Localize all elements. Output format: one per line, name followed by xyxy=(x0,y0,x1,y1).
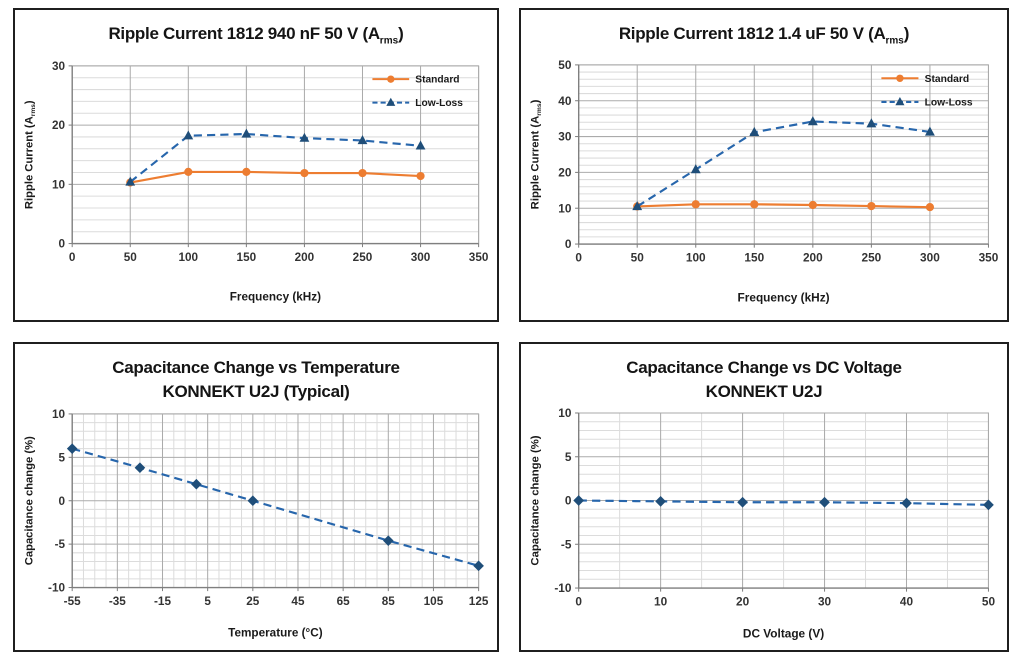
x-tick-label: 300 xyxy=(410,251,431,265)
capacitance-vs-dc-voltage-chart xyxy=(521,403,1007,650)
series-line xyxy=(130,172,420,183)
x-tick-label: 0 xyxy=(575,595,582,610)
circle-marker xyxy=(242,168,250,176)
y-tick-label: 30 xyxy=(558,130,572,145)
plot-frame xyxy=(72,66,478,244)
tick-labels xyxy=(52,60,489,264)
capacitance-vs-temperature-chart xyxy=(15,403,497,650)
ripple-current-1.4uf-chart xyxy=(521,47,1007,320)
x-axis-label: DC Voltage (V) xyxy=(742,626,825,641)
x-tick-label: 85 xyxy=(381,595,395,609)
x-tick-label: 50 xyxy=(981,595,996,610)
chart-subtitle-cap-vs-temp: KONNEKT U2J (Typical) xyxy=(162,382,350,402)
y-tick-label: -5 xyxy=(560,537,572,552)
standard-series xyxy=(633,201,934,212)
legend xyxy=(372,75,463,109)
x-tick-label: 50 xyxy=(630,250,644,265)
y-tick-label: 20 xyxy=(558,165,572,180)
chart-title-ripple-940nf xyxy=(108,23,403,47)
x-tick-label: 50 xyxy=(123,251,137,265)
legend-label: Standard xyxy=(924,74,970,86)
circle-marker xyxy=(867,202,875,210)
circle-marker xyxy=(750,201,758,209)
y-axis-label: Capacitance change (%) xyxy=(529,435,542,567)
diamond-marker xyxy=(191,479,202,490)
y-tick-label: -10 xyxy=(48,582,66,596)
diamond-marker xyxy=(67,444,78,455)
diamond-marker xyxy=(819,497,830,508)
x-tick-label: 100 xyxy=(685,250,706,265)
circle-marker xyxy=(416,172,424,180)
x-tick-label: 20 xyxy=(735,595,750,610)
x-tick-label: -35 xyxy=(108,595,126,609)
chart-title-cap-vs-temp xyxy=(112,357,399,381)
y-tick-label: 10 xyxy=(51,408,66,422)
tick-labels xyxy=(558,58,998,265)
diamond-marker xyxy=(135,463,146,474)
capacitance-vs-dc-voltage-panel xyxy=(519,342,1009,652)
ripple-current-1.4uf-panel xyxy=(519,8,1009,322)
x-tick-label: 0 xyxy=(68,251,76,265)
y-tick-label: 40 xyxy=(558,94,572,109)
x-tick-label: 5 xyxy=(204,595,211,609)
series-line xyxy=(637,205,930,208)
gridlines xyxy=(72,66,478,244)
legend-label: Low-Loss xyxy=(924,97,973,109)
x-tick-label: 0 xyxy=(575,250,582,265)
chart-subtitle-cap-vs-voltage: KONNEKT U2J xyxy=(705,382,823,402)
tick-labels xyxy=(554,407,995,609)
x-axis-label: Frequency (kHz) xyxy=(229,291,322,305)
y-tick-label: 0 xyxy=(564,494,572,509)
x-tick-label: 350 xyxy=(468,251,489,265)
y-axis-label: Ripple Current $(A_{rms})$ xyxy=(529,100,544,210)
x-tick-label: 30 xyxy=(817,595,832,610)
diamond-marker xyxy=(248,496,259,507)
title-text-end: ) xyxy=(903,24,910,43)
triangle-marker xyxy=(866,119,876,128)
diamond-marker xyxy=(983,500,994,511)
x-tick-label: -55 xyxy=(63,595,81,609)
y-tick-label: 10 xyxy=(558,201,572,216)
circle-marker xyxy=(926,203,934,211)
diamond-marker xyxy=(655,497,666,508)
y-tick-label: 0 xyxy=(564,237,572,252)
x-tick-label: 150 xyxy=(236,251,257,265)
x-tick-label: 45 xyxy=(291,595,305,609)
y-axis-label: Ripple Current $(A_{rms})$ xyxy=(23,100,37,210)
capacitance-vs-temperature-panel xyxy=(13,342,499,652)
x-tick-label: 105 xyxy=(423,595,444,609)
tick-labels xyxy=(48,408,489,608)
x-tick-label: 250 xyxy=(352,251,373,265)
diamond-marker xyxy=(473,561,484,572)
title-text: Capacitance Change vs DC Voltage xyxy=(626,358,902,377)
circle-marker xyxy=(809,201,817,209)
x-axis-label: Frequency (kHz) xyxy=(737,291,830,306)
legend-label: Low-Loss xyxy=(415,98,463,110)
triangle-marker xyxy=(183,131,193,140)
triangle-marker xyxy=(749,127,759,136)
diamond-marker xyxy=(737,497,748,508)
gridlines xyxy=(579,65,989,244)
title-subscript: rms xyxy=(885,35,904,47)
x-tick-label: 200 xyxy=(802,250,823,265)
low-loss-series xyxy=(632,117,935,211)
x-tick-label: 40 xyxy=(899,595,914,610)
y-axis-label: Capacitance change (%) xyxy=(23,436,36,566)
gridlines xyxy=(72,414,478,588)
x-tick-label: -15 xyxy=(154,595,171,609)
x-axis-label: Temperature (°C) xyxy=(228,627,323,641)
ripple-current-940nf-chart xyxy=(15,47,497,320)
title-subscript: rms xyxy=(379,35,399,47)
y-tick-label: 5 xyxy=(564,450,572,465)
triangle-marker xyxy=(416,141,426,150)
x-tick-label: 100 xyxy=(178,251,199,265)
circle-marker xyxy=(692,201,700,209)
chart-title-ripple-1.4uf xyxy=(619,23,909,47)
x-tick-label: 200 xyxy=(294,251,315,265)
plot-frame xyxy=(579,65,989,244)
title-text: Ripple Current 1812 940 nF 50 V (A xyxy=(108,24,380,43)
x-tick-label: 150 xyxy=(744,250,765,265)
chart-title-cap-vs-voltage xyxy=(626,357,901,381)
circle-marker xyxy=(358,169,366,177)
circle-marker xyxy=(300,169,308,177)
y-tick-label: -5 xyxy=(54,538,66,552)
x-tick-label: 65 xyxy=(336,595,350,609)
title-text-end: ) xyxy=(398,24,404,43)
title-text: Capacitance Change vs Temperature xyxy=(112,358,400,377)
legend-label: Standard xyxy=(415,75,460,87)
x-tick-label: 125 xyxy=(468,595,489,609)
y-tick-label: -10 xyxy=(554,581,572,596)
y-tick-label: 5 xyxy=(58,451,66,465)
circle-marker xyxy=(387,76,394,83)
circle-marker xyxy=(896,75,903,82)
standard-series xyxy=(126,168,424,187)
x-tick-label: 25 xyxy=(246,595,260,609)
circle-marker xyxy=(184,168,192,176)
legend xyxy=(881,74,973,109)
diamond-marker xyxy=(901,498,912,509)
title-text: Ripple Current 1812 1.4 uF 50 V (A xyxy=(618,24,886,43)
x-tick-label: 250 xyxy=(861,250,882,265)
y-tick-label: 20 xyxy=(51,119,66,133)
x-tick-label: 10 xyxy=(654,595,668,610)
y-tick-label: 10 xyxy=(51,178,66,192)
x-tick-label: 350 xyxy=(978,250,999,265)
y-tick-label: 10 xyxy=(558,406,572,421)
ripple-current-940nf-panel xyxy=(13,8,499,322)
y-tick-label: 50 xyxy=(558,58,572,73)
x-tick-label: 300 xyxy=(920,250,940,265)
y-tick-label: 0 xyxy=(58,238,66,252)
y-tick-label: 0 xyxy=(58,495,66,509)
y-tick-label: 30 xyxy=(51,60,66,74)
diamond-marker xyxy=(573,496,584,507)
